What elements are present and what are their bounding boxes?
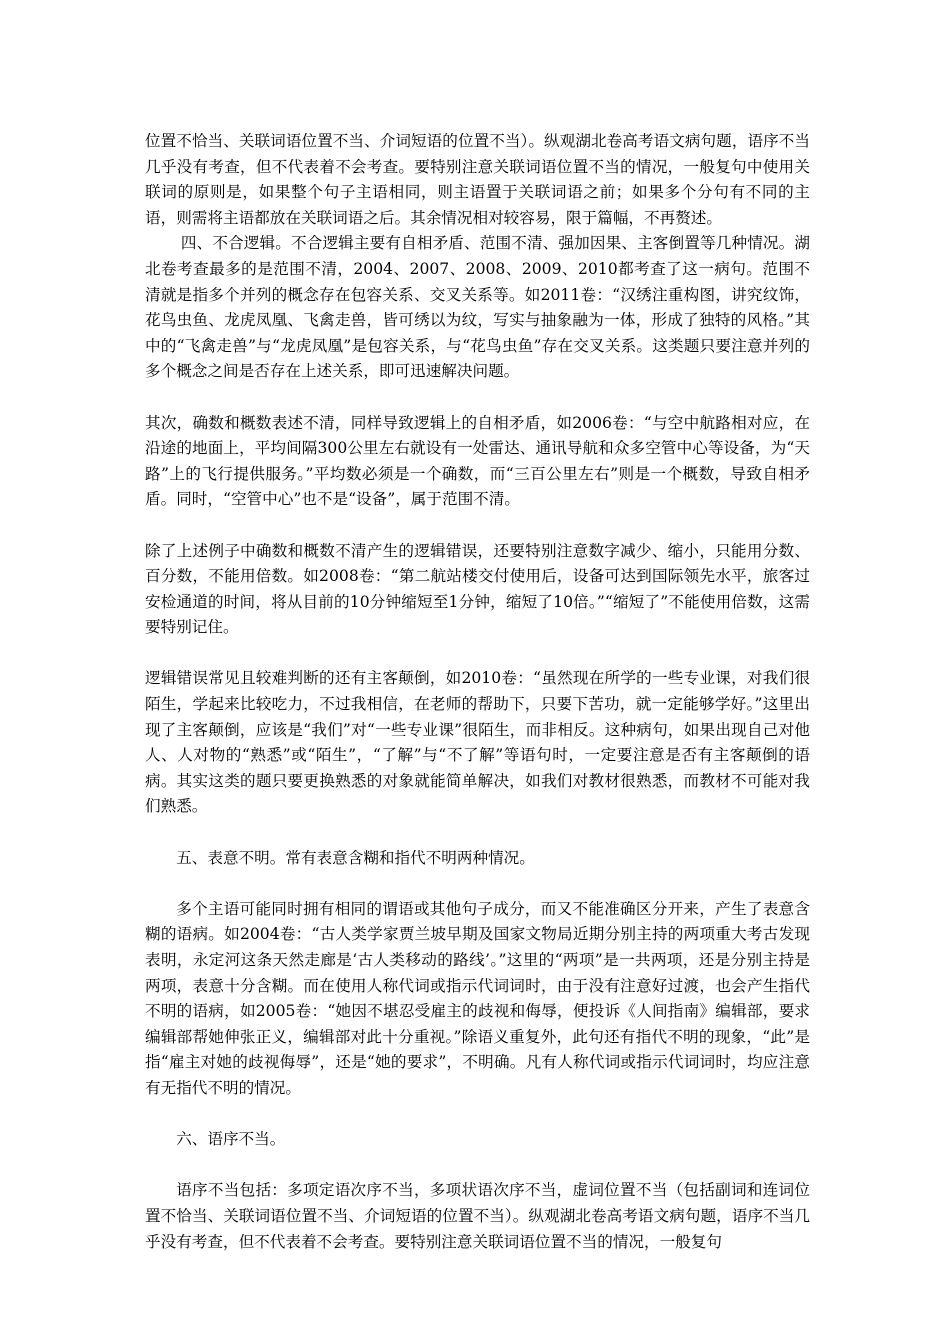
paragraph-multiples: 除了上述例子中确数和概数不清产生的逻辑错误，还要特别注意数字减少、缩小，只能用分数、百分数，不能用倍数。如2008卷：“第二航站楼交付使用后，设备可达到国际领先水平，旅客过安检通道的时间，将从目前的10分钟缩短至1分钟，缩短了10倍。”“缩短了”不能使用倍数，这需要特别记住。: [145, 541, 810, 637]
paragraph-approximate-numbers: 其次，确数和概数表述不清，同样导致逻辑上的自相矛盾，如2006卷：“与空中航路相对应，在沿途的地面上，平均间隔300公里左右就设有一处雷达、通讯导航和众多空管中心等设备，为“天路”上的飞行提供服务。”平均数必须是一个确数，而“三百公里左右”则是一个概数，导致自相矛盾。同时，“空管中心”也不是“设备”，属于范围不清。: [145, 413, 810, 509]
paragraph-subject-object-reversal: 逻辑错误常见且较难判断的还有主客颠倒，如2010卷：“虽然现在所学的一些专业课，对我们很陌生，学起来比较吃力，不过我相信，在老师的帮助下，只要下苦功，就一定能够学好。”这里出现了主客颠倒，应该是“我们”对“一些专业课”很陌生，而非相反。这种病句，如果出现自己对他人、人对物的“熟悉”或“陌生”，“了解”与“不了解”等语句时，一定要注意是否有主客颠倒的语病。其实这类的题只要更换熟悉的对象就能简单解决，如我们对教材很熟悉，而教材不可能对我们熟悉。: [145, 669, 810, 816]
paragraph-word-order: 语序不当包括：多项定语次序不当，多项状语次序不当，虚词位置不当（包括副词和连词位置不恰当、关联词语位置不当、介词短语的位置不当）。纵观湖北卷高考语文病句题，语序不当几乎没有考查，但不代表着不会考查。要特别注意关联词语位置不当的情况，一般复句: [145, 1181, 810, 1251]
paragraph-section-four-heading: 四、不合逻辑。不合逻辑主要有自相矛盾、范围不清、强加因果、主客倒置等几种情况。湖北卷考查最多的是范围不清，2004、2007、2008、2009、2010都考查了这一病句。范围不清就是指多个并列的概念存在包容关系、交叉关系等。如2011卷：“汉绣注重构图，讲究纹饰，花鸟虫鱼、龙虎凤凰、飞禽走兽，皆可绣以为纹，写实与抽象融为一体，形成了独特的风格。”其中的“飞禽走兽”与“龙虎凤凰”是包容关系，与“花鸟虫鱼”存在交叉关系。这类题只要注意并列的多个概念之间是否存在上述关系，即可迅速解决问题。: [145, 234, 810, 381]
paragraph-section-five-heading: 五、表意不明。常有表意含糊和指代不明两种情况。: [176, 848, 535, 867]
paragraph-section-six-heading: 六、语序不当。: [176, 1130, 286, 1149]
paragraph-intro-continued: 位置不恰当、关联词语位置不当、介词短语的位置不当）。纵观湖北卷高考语文病句题，语序不当几乎没有考查，但不代表着不会考查。要特别注意关联词语位置不当的情况，一般复句中使用关联词的原则是，如果整个句子主语相同，则主语置于关联词语之前；如果多个分句有不同的主语，则需将主语都放在关联词语之后。其余情况相对较容易，限于篇幅，不再赘述。: [145, 132, 810, 227]
document-body: [145, 129, 810, 1255]
paragraph-ambiguity: 多个主语可能同时拥有相同的谓语或其他句子成分，而又不能准确区分开来，产生了表意含糊的语病。如2004卷：“古人类学家贾兰坡早期及国家文物局近期分别主持的两项重大考古发现表明，永定河这条天然走廊是‘古人类移动的路线’。”这里的“两项”是一共两项，还是分别主持是两项，表意十分含糊。而在使用人称代词或指示代词词时，由于没有注意好过渡，也会产生指代不明的语病，如2005卷：“她因不堪忍受雇主的歧视和侮辱，便投诉《人间指南》编辑部，要求编辑部帮她伸张正义，编辑部对此十分重视。”除语义重复外，此句还有指代不明的现象，“此”是指“雇主对她的歧视侮辱”，还是“她的要求”，不明确。凡有人称代词或指示代词词时，均应注意有无指代不明的情况。: [145, 899, 810, 1097]
